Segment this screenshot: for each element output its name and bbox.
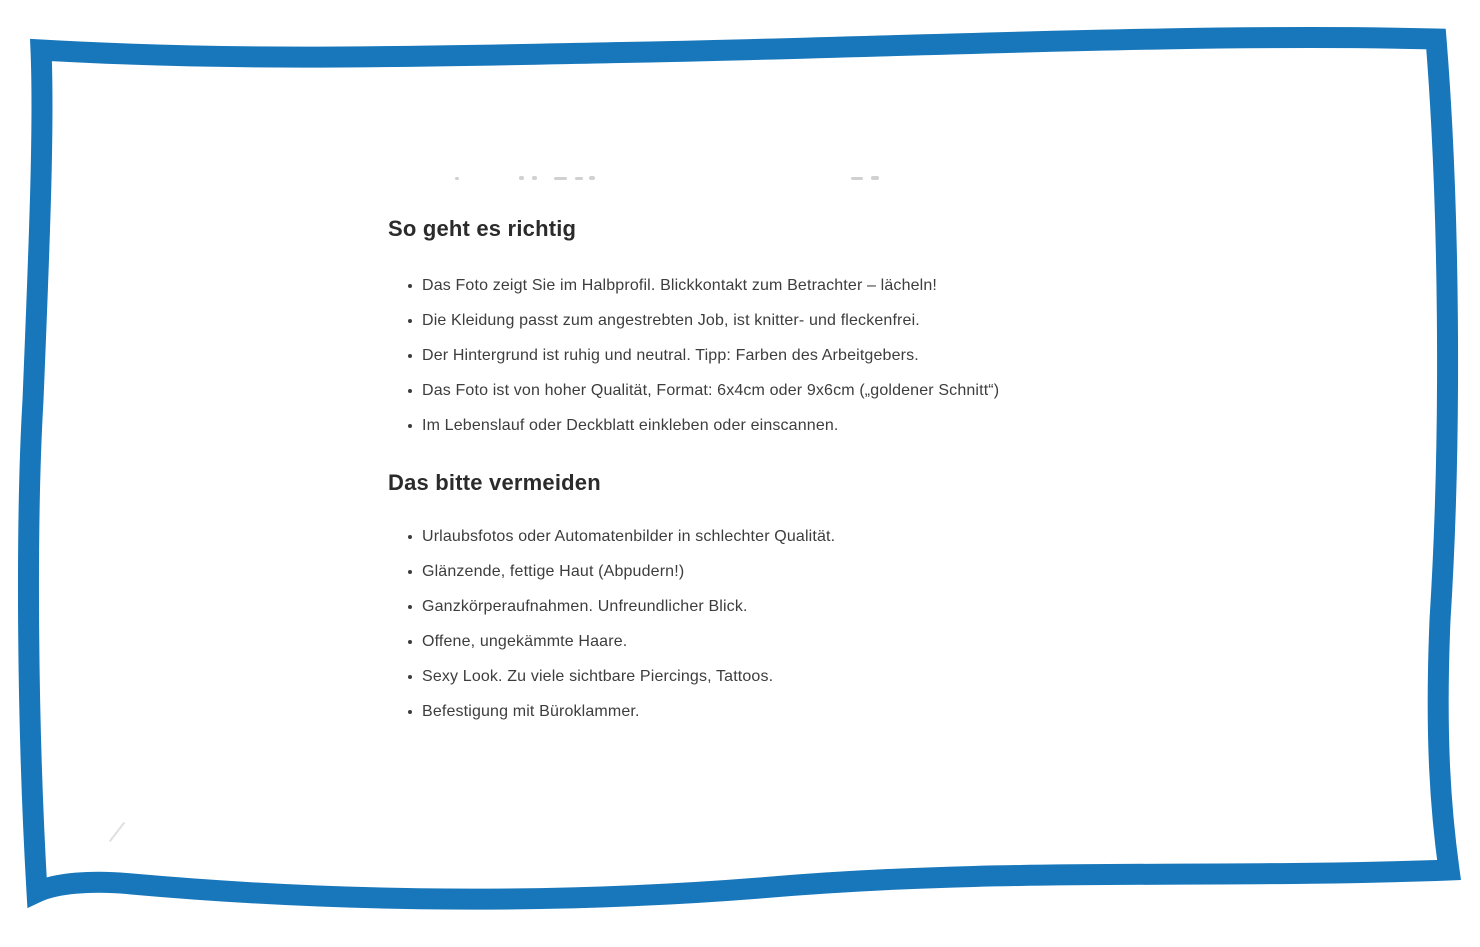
text-remnant-mark [589,176,595,180]
list-item: Ganzkörperaufnahmen. Unfreundlicher Blick. [422,597,1148,617]
do-right-list [388,276,1148,436]
text-remnant-mark [554,177,567,180]
content [388,216,1148,722]
section-avoid [388,470,1148,722]
section-heading: Das bitte vermeiden [388,470,601,495]
text-remnant-mark [851,177,863,180]
section-heading: So geht es richtig [388,216,577,241]
list-item: Das Foto ist von hoher Qualität, Format: 6x4cm oder 9x6cm („goldener Schnitt“) [422,381,1148,401]
list-item: Befestigung mit Büroklammer. [422,702,1148,722]
text-remnant-mark [455,177,459,180]
list-item: Offene, ungekämmte Haare. [422,632,1148,652]
avoid-list [388,527,1148,722]
list-item: Das Foto zeigt Sie im Halbprofil. Blickkontakt zum Betrachter – lächeln! [422,276,1148,296]
text-remnant-mark [532,176,537,180]
list-item: Glänzende, fettige Haut (Abpudern!) [422,562,1148,582]
list-item: Die Kleidung passt zum angestrebten Job, ist knitter- und fleckenfrei. [422,311,1148,331]
text-remnant-mark [519,176,524,180]
list-item: Im Lebenslauf oder Deckblatt einkleben oder einscannen. [422,416,1148,436]
text-remnant-mark [575,177,583,180]
list-item: Urlaubsfotos oder Automatenbilder in schlechter Qualität. [422,527,1148,547]
list-item: Sexy Look. Zu viele sichtbare Piercings, Tattoos. [422,667,1148,687]
text-remnant-mark [871,176,879,180]
list-item: Der Hintergrund ist ruhig und neutral. Tipp: Farben des Arbeitgebers. [422,346,1148,366]
scan-artifact-mark [109,822,125,842]
section-do-right [388,216,1148,436]
